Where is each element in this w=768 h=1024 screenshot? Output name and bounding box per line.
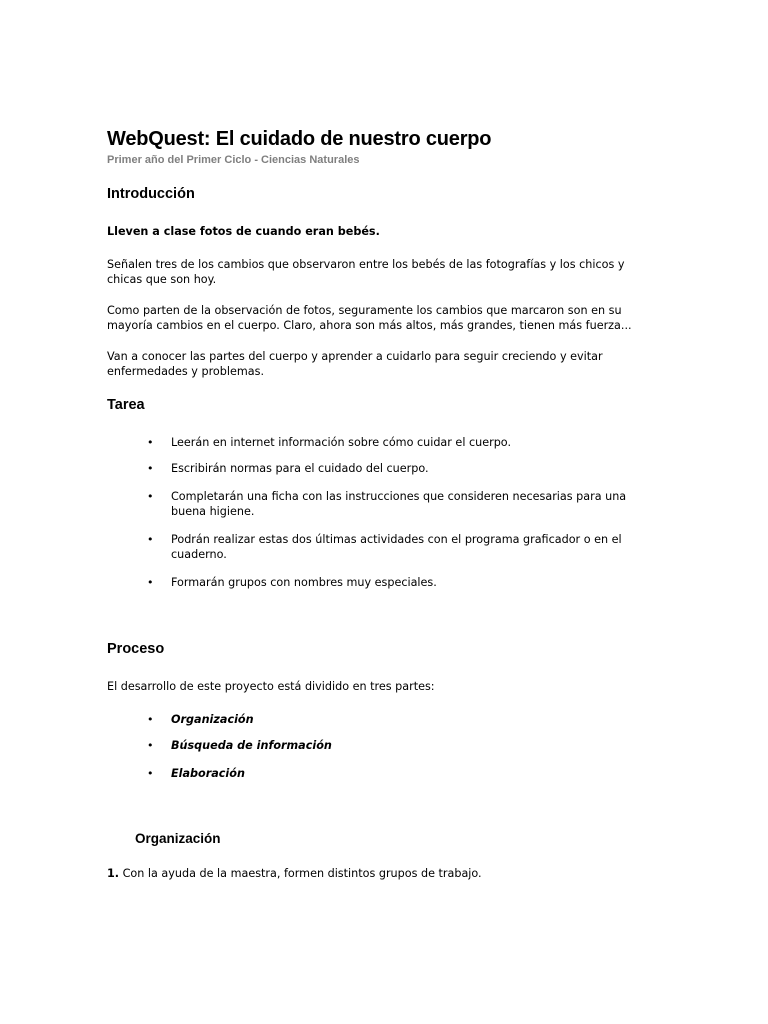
bullet-icon: • [147,533,154,546]
organizacion-step-1 [107,866,647,881]
tarea-item-5: Formarán grupos con nombres muy especiales. [171,576,437,589]
section-heading-introduccion: Introducción [107,186,195,202]
bullet-icon: • [147,490,154,503]
tarea-item-2: Escribirán normas para el cuidado del cuerpo. [171,462,429,475]
document-title: WebQuest: El cuidado de nuestro cuerpo [107,128,492,150]
proceso-part-elaboracion: Elaboración [171,767,245,780]
document-subtitle: Primer año del Primer Ciclo - Ciencias Naturales [107,154,360,166]
bullet-icon: • [147,462,154,475]
tarea-item-1: Leerán en internet información sobre cómo cuidar el cuerpo. [171,436,512,449]
proceso-part-organizacion: Organización [171,713,254,726]
intro-paragraph-1: Señalen tres de los cambios que observaron entre los bebés de las fotografías y los chicos y chicas que son hoy. [107,258,625,286]
bullet-icon: • [147,713,154,726]
section-heading-tarea: Tarea [107,397,145,413]
step-number: 1. [107,867,120,880]
tarea-item-4: Podrán realizar estas dos últimas actividades con el programa graficador o en el cuaderno. [171,533,622,561]
bullet-icon: • [147,739,154,752]
proceso-part-busqueda: Búsqueda de información [171,739,332,752]
intro-lead: Lleven a clase fotos de cuando eran bebés. [107,225,380,238]
bullet-icon: • [147,436,154,449]
step-text: Con la ayuda de la maestra, formen distintos grupos de trabajo. [119,867,482,880]
subsection-heading-organizacion: Organización [135,831,221,846]
proceso-intro: El desarrollo de este proyecto está dividido en tres partes: [107,680,435,693]
bullet-icon: • [147,767,154,780]
bullet-icon: • [147,576,154,589]
intro-paragraph-3: Van a conocer las partes del cuerpo y aprender a cuidarlo para seguir creciendo y evitar enfermedades y problemas. [107,350,603,378]
intro-paragraph-2: Como parten de la observación de fotos, seguramente los cambios que marcaron son en su mayoría cambios en el cuerpo. Claro, ahora son más altos, más grandes, tienen más fuerza... [107,304,632,332]
tarea-item-3: Completarán una ficha con las instrucciones que consideren necesarias para una buena higiene. [171,490,627,518]
section-heading-proceso: Proceso [107,641,165,657]
